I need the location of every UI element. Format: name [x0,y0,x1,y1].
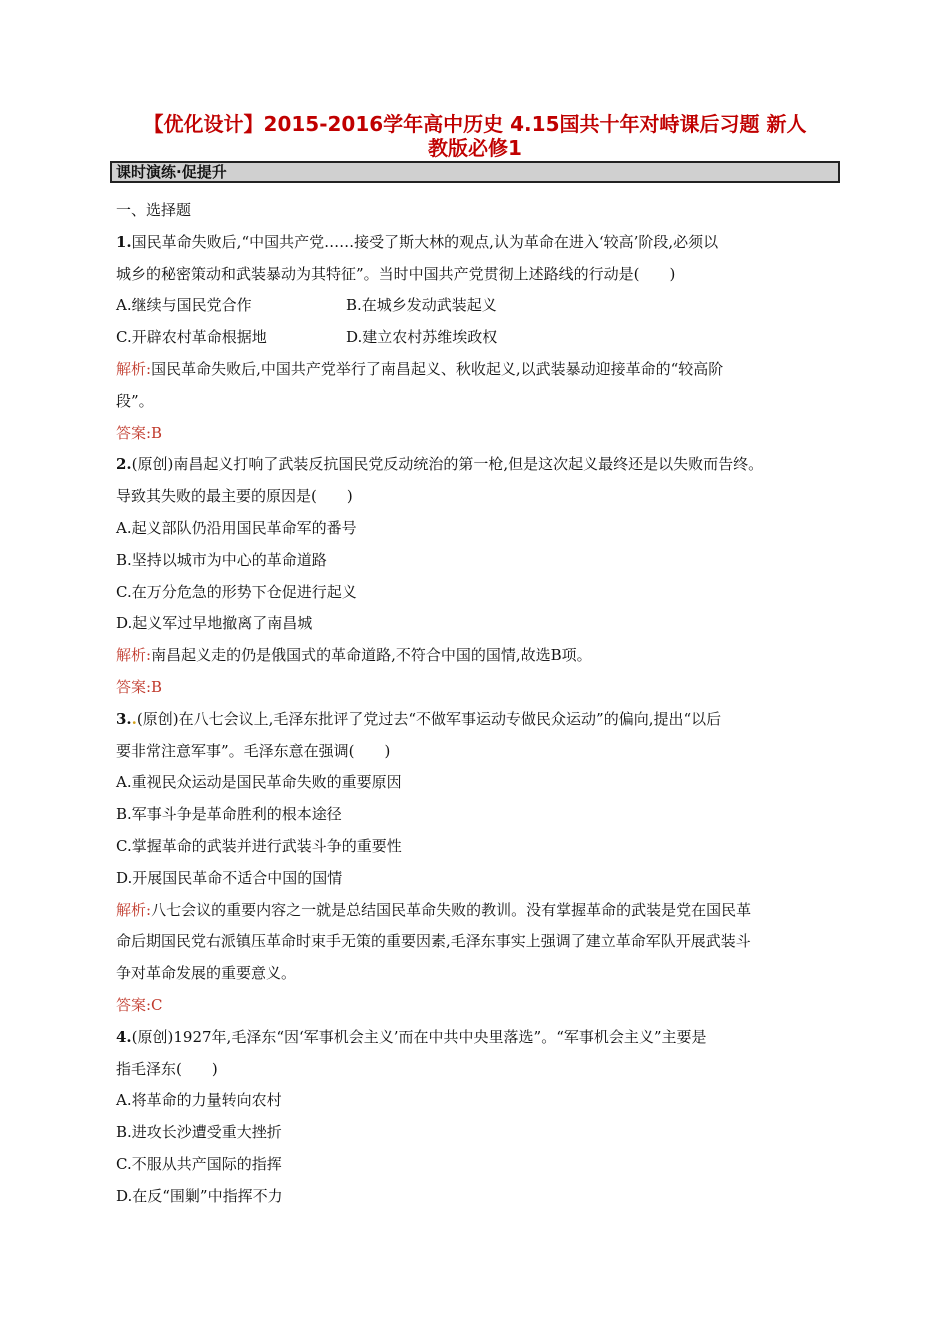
q2-stem-text-1: (原创)南昌起义打响了武装反抗国民党反动统治的第一枪,但是这次起义最终还是以失败而告终。 [131,455,764,474]
q2-answer: 答案:B [116,677,163,696]
q1-analysis-text-1: 国民革命失败后,中国共产党举行了南昌起义、秋收起义,以武装暴动迎接革命的“较高阶 [151,359,724,378]
q3-option-d: D.开展国民革命不适合中国的国情 [116,868,343,887]
q2-analysis-text-1: 南昌起义走的仍是俄国式的革命道路,不符合中国的国情,故选B项。 [151,646,592,665]
q2-stem-line-1 [116,449,846,481]
q1-options-row-2 [116,322,846,354]
q4-number: 4. [116,1027,132,1046]
q3-option-c: C.掌握革命的武装并进行武装斗争的重要性 [116,836,402,855]
q2-option-a: A.起义部队仍沿用国民革命军的番号 [116,518,357,537]
part-heading: 一、选择题 [116,201,192,219]
q4-stem-text-1: (原创)1927年,毛泽东“因‘军事机会主义’而在中共中央里落选”。“军事机会主义”主要是 [131,1027,707,1046]
q4-option-c: C.不服从共产国际的指挥 [116,1154,282,1173]
section-header: 课时演练·促提升 [110,161,840,183]
question-list [116,195,846,1213]
q1-answer: 答案:B [116,423,163,442]
q3-option-b: B.军事斗争是革命胜利的根本途径 [116,805,342,824]
q3-analysis-line-2: 命后期国民党右派镇压革命时束手无策的重要因素,毛泽东事实上强调了建立革命军队开展武装斗 [116,932,751,951]
q2-analysis-line-1 [116,640,846,672]
q3-stem-line-1 [116,704,846,736]
q1-analysis-label: 解析: [116,359,152,378]
q1-stem-line-2: 城乡的秘密策动和武装暴动为其特征”。当时中国共产党贯彻上述路线的行动是( ) [116,264,676,283]
q2-stem-line-2: 导致其失败的最主要的原因是( ) [116,487,353,506]
q2-option-c: C.在万分危急的形势下仓促进行起义 [116,582,357,601]
q1-option-a: A.继续与国民党合作 [116,296,252,315]
q1-analysis-line-1 [116,354,846,386]
q3-analysis-line-3: 争对革命发展的重要意义。 [116,964,297,983]
q1-option-b: B.在城乡发动武装起义 [346,296,497,315]
q3-analysis-label: 解析: [116,900,152,919]
document-title [95,112,855,160]
q3-number: 3. [116,709,132,728]
q4-option-b: B.进攻长沙遭受重大挫折 [116,1123,282,1142]
q4-stem-line-2: 指毛泽东( ) [116,1059,218,1078]
q1-stem-text-1: 国民革命失败后,“中国共产党……接受了斯大林的观点,认为革命在进入‘较高’阶段,必须以 [131,232,719,251]
q2-option-d: D.起义军过早地撤离了南昌城 [116,614,313,633]
q3-option-a: A.重视民众运动是国民革命失败的重要原因 [116,773,402,792]
q3-stem-line-2: 要非常注意军事”。毛泽东意在强调( ) [116,741,391,760]
q4-option-d: D.在反“围剿”中指挥不力 [116,1186,283,1205]
title-line-2: 教版必修1 [428,136,522,160]
q1-option-c: C.开辟农村革命根据地 [116,328,267,347]
q2-analysis-label: 解析: [116,646,152,665]
q2-option-b: B.坚持以城市为中心的革命道路 [116,550,327,569]
q1-number: 1. [116,232,132,251]
q3-stem-text-1: (原创)在八七会议上,毛泽东批评了党过去“不做军事运动专做民众运动”的偏向,提出“以后 [136,709,722,728]
q1-analysis-line-2: 段”。 [116,391,154,410]
q1-stem-line-1 [116,227,846,259]
q3-dot-mark: . [131,709,137,728]
q4-option-a: A.将革命的力量转向农村 [116,1091,282,1110]
q4-stem-line-1 [116,1022,846,1054]
q2-number: 2. [116,455,132,474]
q3-answer: 答案:C [116,995,163,1014]
q3-analysis-line-1 [116,895,846,927]
q1-options-row-1 [116,290,846,322]
title-line-1: 【优化设计】2015-2016学年高中历史 4.15国共十年对峙课后习题 新人 [143,112,807,136]
q1-option-d: D.建立农村苏维埃政权 [346,328,498,347]
q3-analysis-text-1: 八七会议的重要内容之一就是总结国民革命失败的教训。没有掌握革命的武装是党在国民革 [151,900,752,919]
